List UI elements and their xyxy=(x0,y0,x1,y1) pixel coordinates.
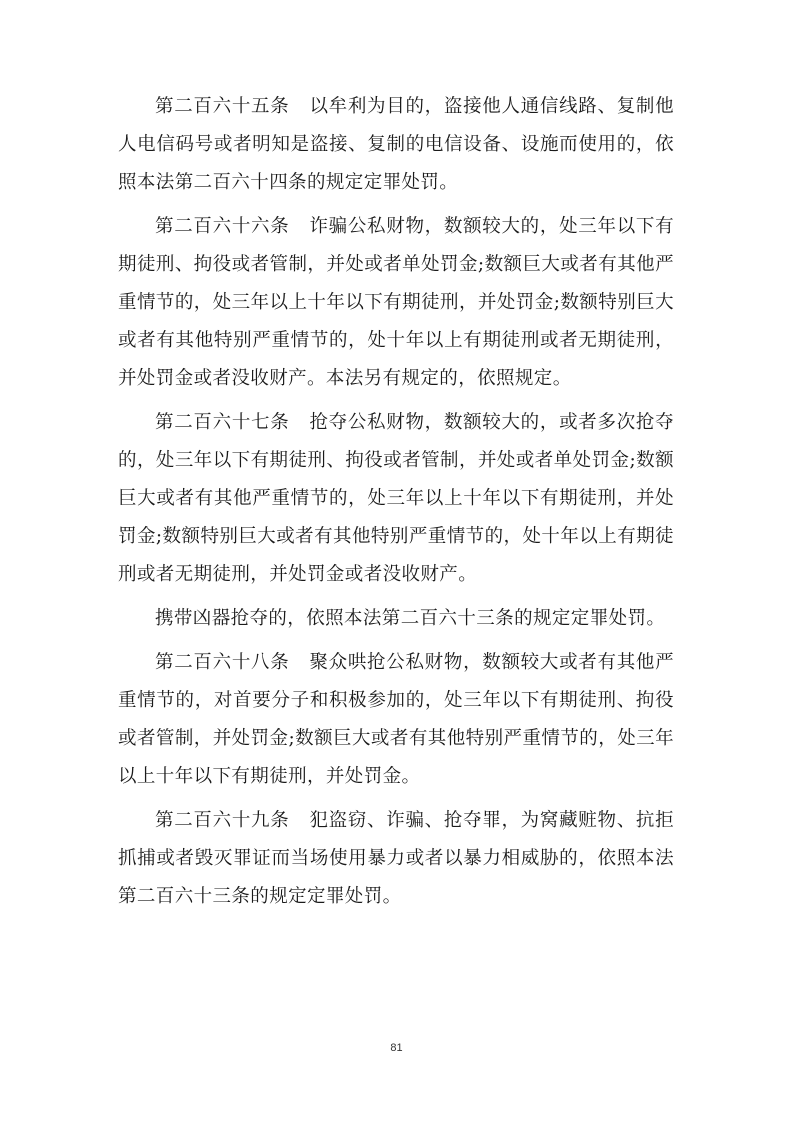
article-266 xyxy=(118,208,674,398)
article-number: 第二百六十七条 xyxy=(155,412,290,433)
article-number: 第二百六十五条 xyxy=(155,96,290,117)
article-text: 抢夺公私财物，数额较大的，或者多次抢夺的，处三年以下有期徒刑、拘役或者管制，并处或者单处罚金;数额巨大或者有其他严重情节的，处三年以上十年以下有期徒刑，并处罚金;数额特别巨大或者有其他特别严重情节的，处十年以上有期徒刑或者无期徒刑，并处罚金或者没收财产。 xyxy=(118,412,674,585)
article-267-paragraph-2 xyxy=(118,600,674,638)
page-number: 81 xyxy=(390,1042,403,1054)
article-number: 第二百六十八条 xyxy=(155,652,290,673)
article-text: 诈骗公私财物，数额较大的，处三年以下有期徒刑、拘役或者管制，并处或者单处罚金;数额巨大或者有其他严重情节的，处三年以上十年以下有期徒刑，并处罚金;数额特别巨大或者有其他特别严重情节的，处十年以上有期徒刑或者无期徒刑，并处罚金或者没收财产。本法另有规定的，依照规定。 xyxy=(118,216,674,389)
article-269 xyxy=(118,802,674,916)
document-body xyxy=(118,88,674,922)
article-text: 聚众哄抢公私财物，数额较大或者有其他严重情节的，对首要分子和积极参加的，处三年以下有期徒刑、拘役或者管制，并处罚金;数额巨大或者有其他特别严重情节的，处三年以上十年以下有期徒刑，并处罚金。 xyxy=(118,652,674,787)
article-268 xyxy=(118,644,674,796)
article-267 xyxy=(118,404,674,594)
article-number: 第二百六十六条 xyxy=(155,216,290,237)
article-text: 以牟利为目的，盗接他人通信线路、复制他人电信码号或者明知是盗接、复制的电信设备、设施而使用的，依照本法第二百六十四条的规定定罪处罚。 xyxy=(118,96,674,193)
article-265 xyxy=(118,88,674,202)
article-text: 犯盗窃、诈骗、抢夺罪，为窝藏赃物、抗拒抓捕或者毁灭罪证而当场使用暴力或者以暴力相威胁的，依照本法第二百六十三条的规定定罪处罚。 xyxy=(118,810,674,907)
article-number: 第二百六十九条 xyxy=(155,810,290,831)
article-text: 携带凶器抢夺的，依照本法第二百六十三条的规定定罪处罚。 xyxy=(155,608,666,629)
